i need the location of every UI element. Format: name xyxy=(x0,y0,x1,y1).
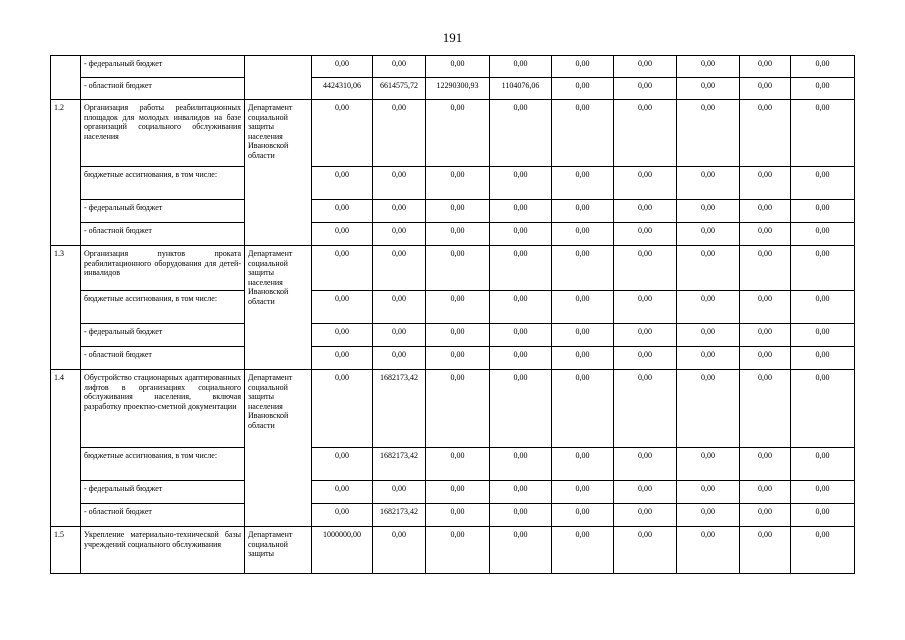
value-cell: 0,00 xyxy=(677,370,740,448)
table-row xyxy=(51,504,855,527)
value-cell: 0,00 xyxy=(426,56,490,78)
value-cell: 0,00 xyxy=(426,200,490,223)
table-row xyxy=(51,78,855,100)
value-cell: 0,00 xyxy=(373,324,426,347)
value-cell: 0,00 xyxy=(614,448,677,481)
table-row xyxy=(51,481,855,504)
value-cell: 1104076,06 xyxy=(490,78,552,100)
value-cell: 0,00 xyxy=(791,223,855,246)
value-cell: 0,00 xyxy=(490,56,552,78)
value-cell: 0,00 xyxy=(312,56,373,78)
value-cell: 0,00 xyxy=(490,347,552,370)
item-title: Обустройство стационарных адаптированных лифтов в организациях социального обслуживания населения, включая разработку проектно-сметной документации xyxy=(81,370,245,448)
value-cell: 0,00 xyxy=(677,56,740,78)
value-cell: 0,00 xyxy=(312,167,373,200)
value-cell: 0,00 xyxy=(490,291,552,324)
row-label: - областной бюджет xyxy=(81,78,245,100)
value-cell: 0,00 xyxy=(791,291,855,324)
value-cell: 0,00 xyxy=(426,167,490,200)
value-cell: 0,00 xyxy=(791,246,855,291)
table-row xyxy=(51,223,855,246)
value-cell: 0,00 xyxy=(677,291,740,324)
value-cell: 0,00 xyxy=(740,100,791,167)
value-cell: 0,00 xyxy=(373,223,426,246)
value-cell: 0,00 xyxy=(740,527,791,574)
value-cell: 0,00 xyxy=(552,481,614,504)
executor-cell xyxy=(245,56,312,100)
value-cell: 0,00 xyxy=(426,100,490,167)
table-row xyxy=(51,246,855,291)
value-cell: 0,00 xyxy=(373,200,426,223)
table-row xyxy=(51,527,855,574)
table-row xyxy=(51,448,855,481)
value-cell: 0,00 xyxy=(552,223,614,246)
value-cell: 0,00 xyxy=(791,481,855,504)
row-label: бюджетные ассигнования, в том числе: xyxy=(81,291,245,324)
value-cell: 0,00 xyxy=(490,246,552,291)
value-cell: 0,00 xyxy=(490,370,552,448)
row-label: - федеральный бюджет xyxy=(81,56,245,78)
value-cell: 0,00 xyxy=(791,324,855,347)
value-cell: 1682173,42 xyxy=(373,504,426,527)
value-cell: 0,00 xyxy=(614,481,677,504)
value-cell: 0,00 xyxy=(490,527,552,574)
value-cell: 0,00 xyxy=(312,200,373,223)
value-cell: 0,00 xyxy=(426,347,490,370)
value-cell: 0,00 xyxy=(791,56,855,78)
value-cell: 0,00 xyxy=(552,527,614,574)
value-cell: 0,00 xyxy=(677,167,740,200)
value-cell: 0,00 xyxy=(552,100,614,167)
value-cell: 0,00 xyxy=(312,370,373,448)
row-label: - федеральный бюджет xyxy=(81,324,245,347)
value-cell: 6614575,72 xyxy=(373,78,426,100)
value-cell: 0,00 xyxy=(312,100,373,167)
table-row xyxy=(51,370,855,448)
value-cell: 0,00 xyxy=(312,246,373,291)
item-title: Укрепление материально-технической базы учреждений социального обслуживания xyxy=(81,527,245,574)
value-cell: 0,00 xyxy=(373,347,426,370)
value-cell: 0,00 xyxy=(426,246,490,291)
value-cell: 0,00 xyxy=(740,167,791,200)
row-label: - федеральный бюджет xyxy=(81,200,245,223)
value-cell: 0,00 xyxy=(312,448,373,481)
value-cell: 0,00 xyxy=(791,527,855,574)
value-cell: 0,00 xyxy=(426,448,490,481)
value-cell: 0,00 xyxy=(614,347,677,370)
value-cell: 1682173,42 xyxy=(373,370,426,448)
value-cell: 0,00 xyxy=(490,200,552,223)
value-cell: 0,00 xyxy=(791,448,855,481)
value-cell: 0,00 xyxy=(426,370,490,448)
value-cell: 0,00 xyxy=(677,223,740,246)
executor-cell: Департамент социальной защиты населения Ивановской области xyxy=(245,370,312,527)
value-cell: 0,00 xyxy=(614,370,677,448)
value-cell: 0,00 xyxy=(614,291,677,324)
table-row xyxy=(51,324,855,347)
value-cell: 0,00 xyxy=(677,527,740,574)
budget-table xyxy=(50,55,855,574)
value-cell: 0,00 xyxy=(740,291,791,324)
value-cell: 0,00 xyxy=(312,324,373,347)
row-label: - областной бюджет xyxy=(81,223,245,246)
value-cell: 0,00 xyxy=(614,246,677,291)
value-cell: 0,00 xyxy=(312,291,373,324)
value-cell: 0,00 xyxy=(677,200,740,223)
value-cell: 0,00 xyxy=(791,167,855,200)
value-cell: 0,00 xyxy=(791,100,855,167)
row-label: бюджетные ассигнования, в том числе: xyxy=(81,448,245,481)
value-cell: 0,00 xyxy=(740,481,791,504)
value-cell: 0,00 xyxy=(740,246,791,291)
value-cell: 0,00 xyxy=(791,347,855,370)
value-cell: 0,00 xyxy=(373,100,426,167)
value-cell: 0,00 xyxy=(373,56,426,78)
value-cell: 0,00 xyxy=(740,324,791,347)
table-row xyxy=(51,347,855,370)
value-cell: 0,00 xyxy=(552,347,614,370)
table-row xyxy=(51,200,855,223)
value-cell: 0,00 xyxy=(791,370,855,448)
value-cell: 0,00 xyxy=(312,223,373,246)
value-cell: 0,00 xyxy=(677,504,740,527)
executor-cell: Департамент социальной защиты населения Ивановской области xyxy=(245,100,312,246)
table-row xyxy=(51,100,855,167)
table-row xyxy=(51,291,855,324)
value-cell: 0,00 xyxy=(677,246,740,291)
value-cell: 0,00 xyxy=(791,78,855,100)
value-cell: 0,00 xyxy=(552,370,614,448)
table-row xyxy=(51,167,855,200)
item-number: 1.2 xyxy=(51,100,81,246)
row-label: бюджетные ассигнования, в том числе: xyxy=(81,167,245,200)
value-cell: 0,00 xyxy=(426,504,490,527)
value-cell: 0,00 xyxy=(740,448,791,481)
value-cell: 0,00 xyxy=(677,448,740,481)
value-cell: 0,00 xyxy=(426,527,490,574)
value-cell: 0,00 xyxy=(614,324,677,347)
value-cell: 1682173,42 xyxy=(373,448,426,481)
value-cell: 0,00 xyxy=(552,291,614,324)
value-cell: 0,00 xyxy=(552,504,614,527)
value-cell: 0,00 xyxy=(614,200,677,223)
value-cell: 0,00 xyxy=(490,100,552,167)
item-number: 1.4 xyxy=(51,370,81,527)
row-number-cell xyxy=(51,56,81,100)
value-cell: 0,00 xyxy=(490,324,552,347)
value-cell: 0,00 xyxy=(373,167,426,200)
value-cell: 0,00 xyxy=(614,504,677,527)
value-cell: 0,00 xyxy=(740,347,791,370)
value-cell: 0,00 xyxy=(552,78,614,100)
value-cell: 0,00 xyxy=(677,100,740,167)
value-cell: 0,00 xyxy=(677,347,740,370)
table-row xyxy=(51,56,855,78)
value-cell: 0,00 xyxy=(373,246,426,291)
value-cell: 0,00 xyxy=(677,78,740,100)
page-number: 191 xyxy=(442,30,463,45)
value-cell: 0,00 xyxy=(614,527,677,574)
value-cell: 0,00 xyxy=(373,527,426,574)
row-label: - федеральный бюджет xyxy=(81,481,245,504)
item-title: Организация пунктов проката реабилитационного оборудования для детей-инвалидов xyxy=(81,246,245,291)
value-cell: 1000000,00 xyxy=(312,527,373,574)
value-cell: 0,00 xyxy=(552,167,614,200)
value-cell: 0,00 xyxy=(614,223,677,246)
value-cell: 0,00 xyxy=(740,370,791,448)
value-cell: 0,00 xyxy=(490,481,552,504)
value-cell: 0,00 xyxy=(373,291,426,324)
value-cell: 0,00 xyxy=(677,481,740,504)
row-label: - областной бюджет xyxy=(81,504,245,527)
value-cell: 0,00 xyxy=(740,78,791,100)
value-cell: 0,00 xyxy=(490,504,552,527)
value-cell: 0,00 xyxy=(426,481,490,504)
value-cell: 0,00 xyxy=(552,56,614,78)
value-cell: 0,00 xyxy=(614,56,677,78)
executor-cell: Департамент социальной защиты xyxy=(245,527,312,574)
item-number: 1.3 xyxy=(51,246,81,370)
value-cell: 0,00 xyxy=(490,223,552,246)
value-cell: 0,00 xyxy=(791,200,855,223)
value-cell: 0,00 xyxy=(677,324,740,347)
value-cell: 0,00 xyxy=(312,481,373,504)
value-cell: 12290300,93 xyxy=(426,78,490,100)
value-cell: 0,00 xyxy=(552,448,614,481)
value-cell: 0,00 xyxy=(740,200,791,223)
value-cell: 0,00 xyxy=(426,223,490,246)
value-cell: 0,00 xyxy=(740,504,791,527)
value-cell: 0,00 xyxy=(614,167,677,200)
value-cell: 0,00 xyxy=(552,246,614,291)
table-body xyxy=(51,56,855,574)
value-cell: 0,00 xyxy=(740,56,791,78)
item-number: 1.5 xyxy=(51,527,81,574)
value-cell: 0,00 xyxy=(614,100,677,167)
executor-cell: Департамент социальной защиты населения Ивановской области xyxy=(245,246,312,370)
value-cell: 0,00 xyxy=(490,167,552,200)
value-cell: 0,00 xyxy=(552,324,614,347)
value-cell: 0,00 xyxy=(791,504,855,527)
value-cell: 0,00 xyxy=(490,448,552,481)
value-cell: 0,00 xyxy=(614,78,677,100)
value-cell: 0,00 xyxy=(426,291,490,324)
row-label: - областной бюджет xyxy=(81,347,245,370)
value-cell: 0,00 xyxy=(373,481,426,504)
value-cell: 4424310,06 xyxy=(312,78,373,100)
value-cell: 0,00 xyxy=(740,223,791,246)
item-title: Организация работы реабилитационных площадок для молодых инвалидов на базе организаций социального обслуживания населения xyxy=(81,100,245,167)
value-cell: 0,00 xyxy=(312,504,373,527)
value-cell: 0,00 xyxy=(312,347,373,370)
value-cell: 0,00 xyxy=(552,200,614,223)
value-cell: 0,00 xyxy=(426,324,490,347)
